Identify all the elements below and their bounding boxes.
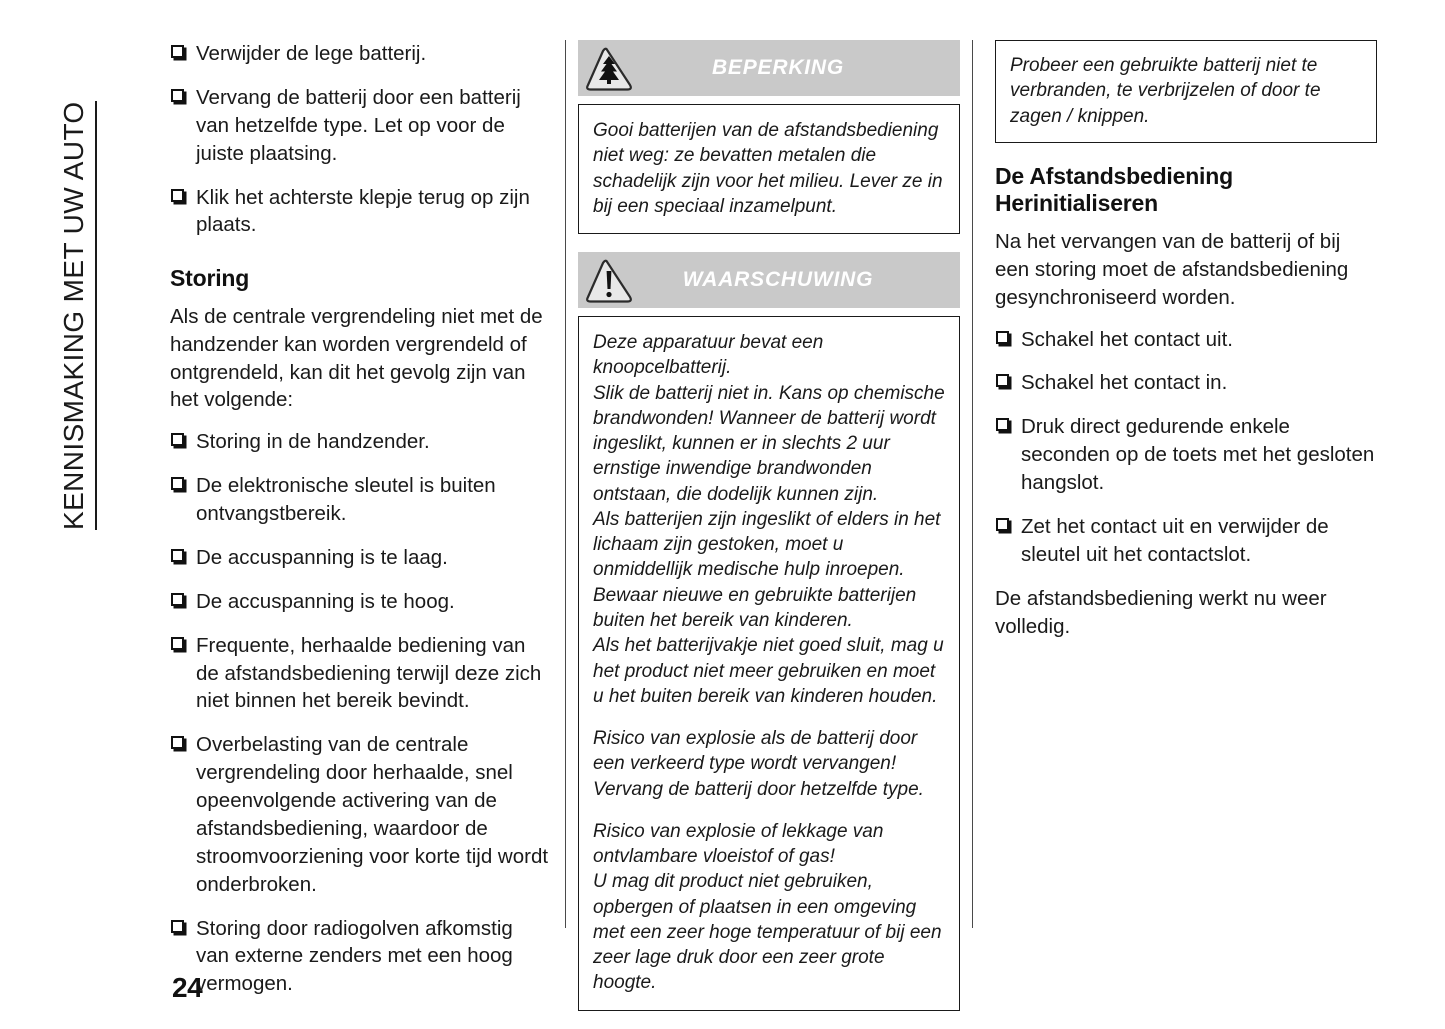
list-item bbox=[170, 731, 550, 898]
list-item-text: Zet het contact uit en verwijder de sleutel uit het contactslot. bbox=[1021, 514, 1329, 566]
callout-paragraph: Risico van explosie of lekkage van ontvlambare vloeistof of gas! bbox=[593, 820, 884, 868]
list-item bbox=[170, 588, 550, 616]
column-divider-left bbox=[565, 40, 566, 928]
chapter-tab bbox=[0, 0, 120, 560]
battery-replacement-steps bbox=[170, 40, 550, 239]
battery-disposal-box bbox=[995, 40, 1377, 143]
callout-paragraph: Als batterijen zijn ingeslikt of elders in het lichaam zijn gestoken, moet u onmiddellijk medische hulp inroepen. bbox=[593, 508, 941, 581]
checkbox-square-icon bbox=[171, 549, 184, 562]
herinitialiseren-outro-text: De afstandsbediening werkt nu weer volledig. bbox=[995, 586, 1327, 638]
list-item-text: Storing in de handzender. bbox=[196, 430, 430, 454]
callout-paragraph: Bewaar nieuwe en gebruikte batterijen buiten het bereik van kinderen. bbox=[593, 584, 917, 631]
checkbox-square-icon bbox=[996, 331, 1009, 344]
checkbox-square-icon bbox=[171, 45, 184, 58]
section-heading-storing: Storing bbox=[170, 265, 250, 292]
list-item-text: Frequente, herhaalde bediening van de afstandsbediening terwijl deze zich niet binnen het bereik bevindt. bbox=[196, 633, 542, 713]
storing-intro-text: Als de centrale vergrendeling niet met de handzender kan worden vergrendeld of ontgrendeld, kan dit het gevolg zijn van het volgende: bbox=[170, 304, 543, 412]
list-item-text: Schakel het contact in. bbox=[1021, 371, 1228, 395]
callout-paragraph: Deze apparatuur bevat een knoopcelbatterij. bbox=[593, 332, 824, 379]
list-item-text: Vervang de batterij door een batterij van hetzelfde type. Let op voor de juiste plaatsing. bbox=[196, 85, 521, 165]
checkbox-square-icon bbox=[996, 418, 1009, 431]
callout-paragraph: Gooi batterijen van de afstandsbediening niet weg: ze bevatten metalen die schadelijk zijn voor het milieu. Lever ze in bij een speciaal inzamelpunt. bbox=[593, 120, 943, 217]
list-item bbox=[170, 40, 550, 68]
callout-paragraph: Slik de batterij niet in. Kans op chemische brandwonden! Wanneer de batterij wordt ingeslikt, kunnen er in slechts 2 uur ernstige inwendige brandwonden ontstaan, die dodelijk kunnen zijn. bbox=[593, 382, 945, 505]
right-column bbox=[995, 40, 1377, 654]
list-item bbox=[995, 369, 1377, 397]
middle-column bbox=[578, 40, 960, 1029]
checkbox-square-icon bbox=[171, 477, 184, 490]
list-item-text: De accuspanning is te hoog. bbox=[196, 589, 455, 613]
restriction-callout bbox=[578, 40, 960, 234]
list-item-text: Storing door radiogolven afkomstig van externe zenders met een hoog vermogen. bbox=[196, 916, 513, 996]
herinitialiseren-steps bbox=[995, 326, 1377, 569]
storing-cause-list bbox=[170, 428, 550, 998]
warning-callout-header bbox=[578, 252, 960, 308]
list-item-text: Verwijder de lege batterij. bbox=[196, 42, 427, 65]
checkbox-square-icon bbox=[171, 189, 184, 202]
checkbox-square-icon bbox=[171, 920, 184, 933]
checkbox-square-icon bbox=[996, 518, 1009, 531]
list-item bbox=[995, 326, 1377, 354]
warning-callout-title: WAARSCHUWING bbox=[682, 268, 874, 292]
list-item-text: Overbelasting van de centrale vergrendeling door herhaalde, snel opeenvolgende activering van de afstandsbediening, waardoor de stroomvoorziening voor korte tijd wordt onderbroken. bbox=[196, 733, 549, 896]
herinitialiseren-intro-text: Na het vervangen van de batterij of bij een storing moet de afstandsbediening gesynchroniseerd worden. bbox=[995, 229, 1349, 309]
callout-paragraph: Probeer een gebruikte batterij niet te verbranden, te verbrijzelen of door te zagen / knippen. bbox=[1010, 55, 1321, 127]
warning-triangle-icon bbox=[584, 255, 634, 305]
checkbox-square-icon bbox=[171, 433, 184, 446]
checkbox-square-icon bbox=[171, 89, 184, 102]
column-divider-right bbox=[972, 40, 973, 928]
checkbox-square-icon bbox=[171, 637, 184, 650]
list-item bbox=[170, 544, 550, 572]
list-item bbox=[995, 413, 1377, 497]
checkbox-square-icon bbox=[171, 736, 184, 749]
callout-paragraph: U mag dit product niet gebruiken, opbergen of plaatsen in een omgeving met een zeer hoge temperatuur of bij een zeer lage druk door een zeer grote hoogte. bbox=[593, 871, 942, 994]
warning-callout bbox=[578, 252, 960, 1011]
list-item bbox=[170, 915, 550, 999]
list-item-text: De accuspanning is te laag. bbox=[196, 545, 448, 569]
list-item bbox=[170, 632, 550, 716]
list-item-text: Klik het achterste klepje terug op zijn plaats. bbox=[196, 185, 530, 237]
list-item-text: Druk direct gedurende enkele seconden op de toets met het gesloten hangslot. bbox=[1021, 415, 1375, 495]
list-item bbox=[170, 428, 550, 456]
list-item bbox=[170, 472, 550, 528]
callout-paragraph: Risico van explosie als de batterij door een verkeerd type wordt vervangen! Vervang de batterij door hetzelfde type. bbox=[593, 728, 924, 800]
list-item bbox=[995, 513, 1377, 569]
callout-paragraph: Als het batterijvakje niet goed sluit, mag u het product niet meer gebruiken en moet u het buiten bereik van kinderen houden. bbox=[593, 635, 944, 707]
restriction-callout-title: BEPERKING bbox=[711, 56, 845, 79]
page-number: 24 bbox=[172, 972, 203, 1003]
list-item bbox=[170, 84, 550, 168]
checkbox-square-icon bbox=[996, 374, 1009, 387]
list-item-text: Schakel het contact uit. bbox=[1021, 327, 1233, 351]
restriction-callout-header bbox=[578, 40, 960, 96]
section-heading-herinitialiseren: De Afstandsbediening Herinitialiseren bbox=[995, 162, 1233, 217]
restriction-callout-body bbox=[578, 104, 960, 234]
tree-triangle-icon bbox=[584, 43, 634, 93]
left-column bbox=[170, 40, 550, 1014]
warning-callout-body bbox=[578, 316, 960, 1011]
list-item bbox=[170, 184, 550, 240]
checkbox-square-icon bbox=[171, 593, 184, 606]
list-item-text: De elektronische sleutel is buiten ontvangstbereik. bbox=[196, 474, 496, 526]
chapter-tab-label: KENNISMAKING MET UW AUTO bbox=[58, 101, 97, 530]
